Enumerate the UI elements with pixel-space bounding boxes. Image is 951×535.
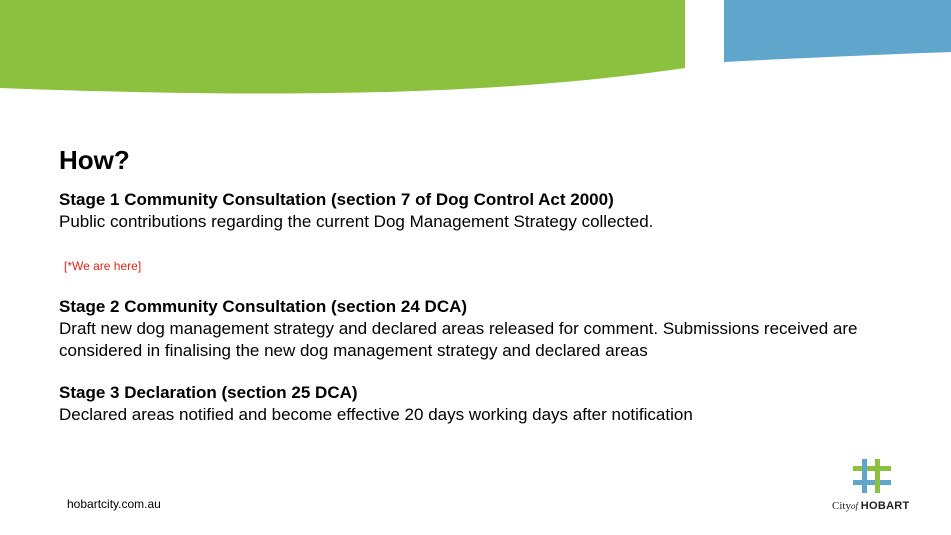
logo-hobart-word: HOBART [860, 500, 910, 512]
stage-2-body: Draft new dog management strategy and declared areas released for comment. Submissions received are considered in finalising the new dog management strategy and declared areas [59, 319, 858, 360]
current-stage-note: [*We are here] [64, 259, 142, 273]
stage-1-heading: Stage 1 Community Consultation (section 7 of Dog Control Act 2000) [59, 190, 614, 209]
stage-3-heading: Stage 3 Declaration (section 25 DCA) [59, 383, 358, 402]
city-of-hobart-logo-text [832, 500, 910, 512]
blue-banner-shape [724, 0, 951, 62]
stage-1-body: Public contributions regarding the current Dog Management Strategy collected. [59, 212, 654, 231]
logo-of-word: of [850, 501, 858, 511]
slide-title: How? [59, 145, 130, 175]
stage-3-body: Declared areas notified and become effective 20 days working days after notification [59, 405, 693, 424]
logo-city-word: City [832, 500, 851, 512]
city-of-hobart-logo-icon [853, 459, 891, 493]
header-banner [0, 0, 951, 110]
green-banner-shape [0, 0, 685, 94]
stage-2-heading: Stage 2 Community Consultation (section 24 DCA) [59, 297, 468, 316]
footer-website-url: hobartcity.com.au [67, 497, 161, 511]
